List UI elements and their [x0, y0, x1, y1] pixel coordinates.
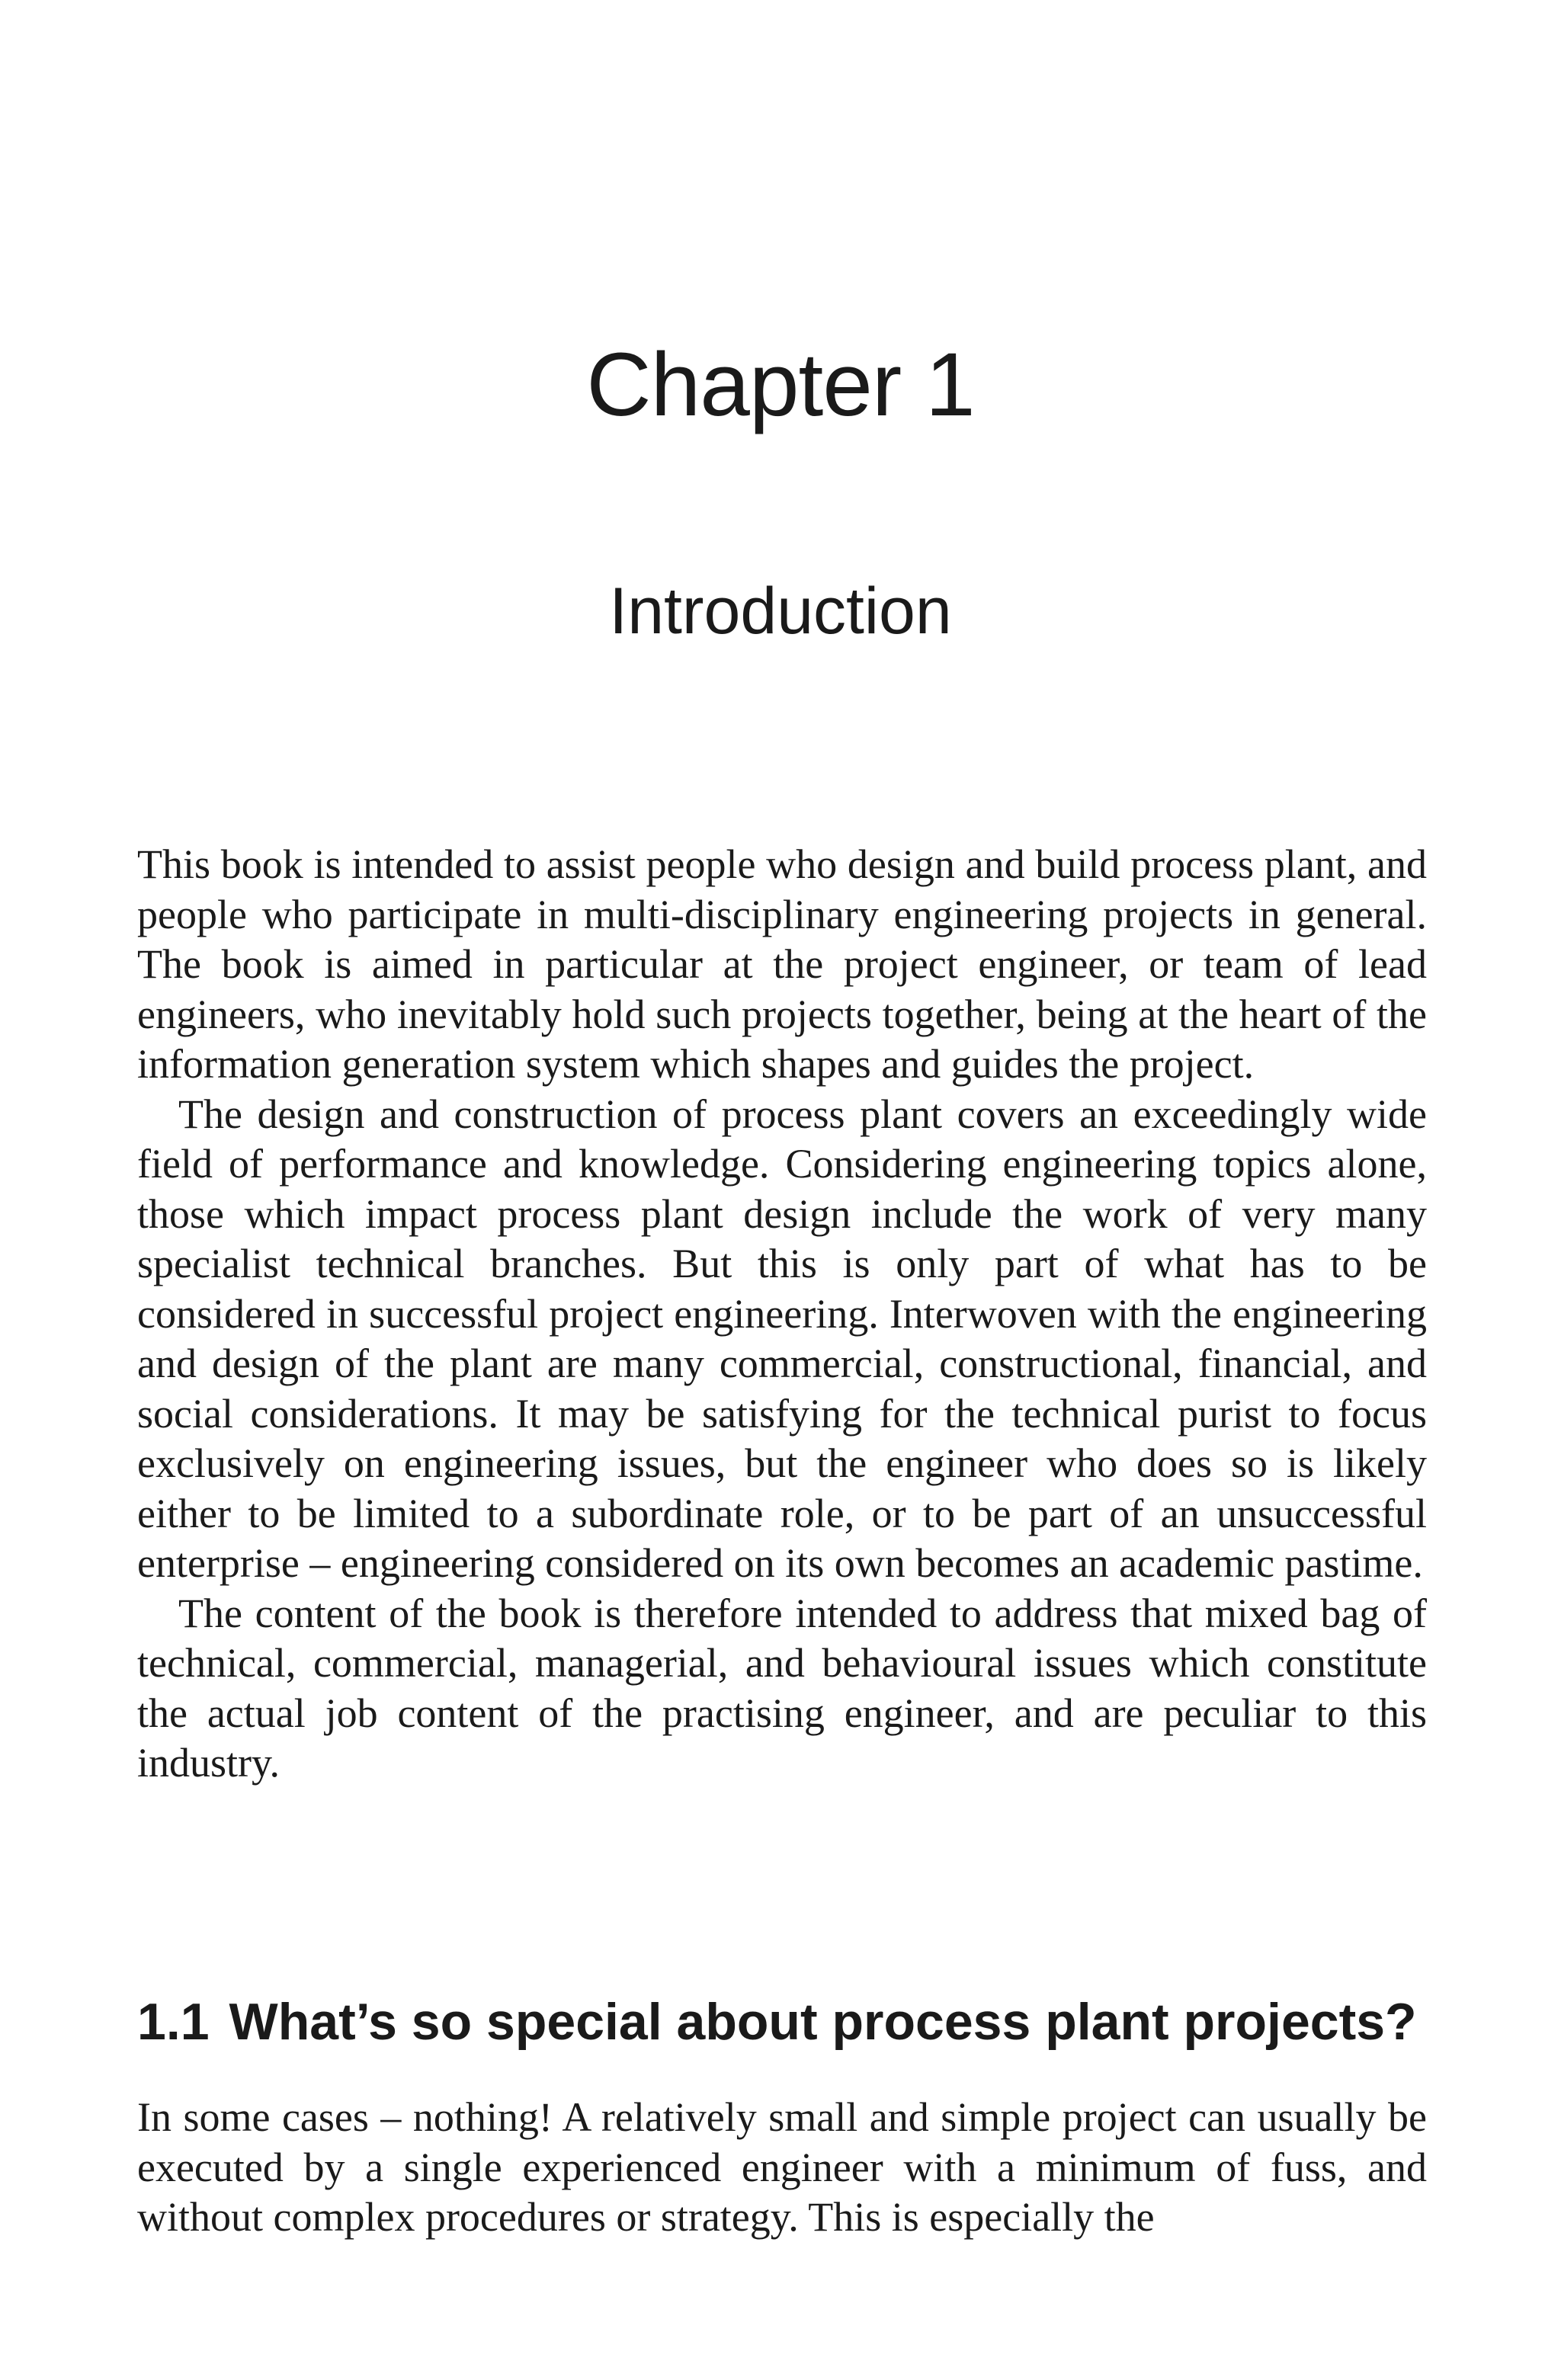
chapter-title: Introduction	[609, 575, 952, 648]
chapter-number: Chapter 1	[586, 335, 975, 435]
intro-text	[137, 840, 1427, 1789]
section-text	[137, 2093, 1427, 2243]
intro-paragraph-3: The content of the book is therefore intended to address that mixed bag of technical, commercial, managerial, and behavioural issues which constitute the actual job content of the practising engineer, and are peculiar to this industry.	[137, 1590, 1427, 1786]
section-number: 1.1	[137, 1993, 210, 2051]
section-heading	[137, 1991, 1427, 2053]
intro-paragraph-2: The design and construction of process plant covers an exceedingly wide field of performance and knowledge. Considering engineering topics alone, those which impact process plant design include the work of very many specialist technical branches. But this is only part of what has to be considered in successful project engineering. Interwoven with the engineering and design of the plant are many commercial, constructional, financial, and social considerations. It may be satisfying for the technical purist to focus exclusively on engineering issues, but the engineer who does so is likely either to be limited to a subordinate role, or to be part of an unsuccessful enterprise – engineering considered on its own becomes an academic pastime.	[137, 1091, 1427, 1586]
intro-paragraph-1: This book is intended to assist people who design and build process plant, and people who participate in multi-disciplinary engineering projects in general. The book is aimed in particular at the project engineer, or team of lead engineers, who inevitably hold such projects together, being at the heart of the information generation system which shapes and guides the project.	[137, 841, 1427, 1087]
section-paragraph-1: In some cases – nothing! A relatively small and simple project can usually be executed by a single experienced engineer with a minimum of fuss, and without complex procedures or strategy. This is especially the	[137, 2094, 1427, 2240]
section-title: What’s so special about process plant projects?	[229, 1993, 1417, 2051]
